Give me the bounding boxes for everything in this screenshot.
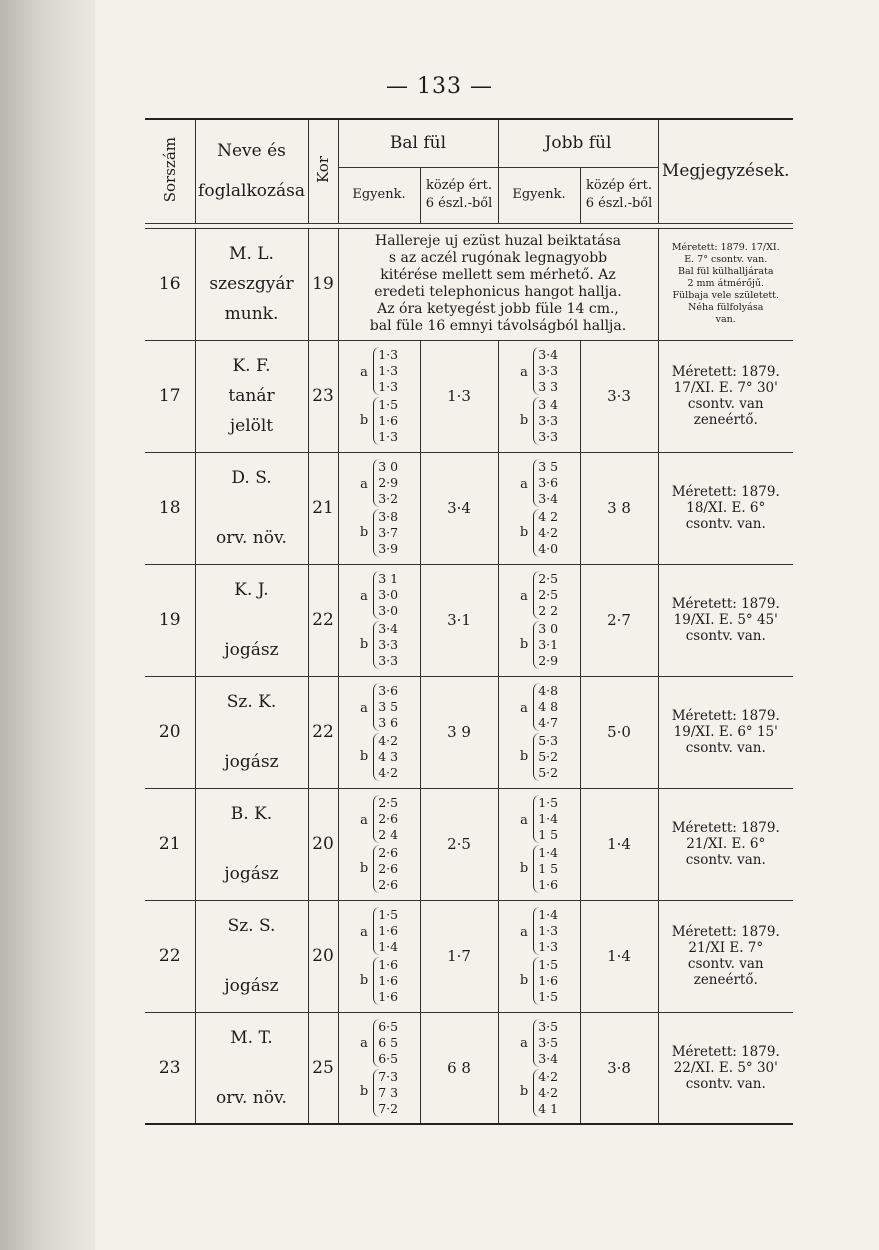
reading-value: 4·0	[538, 541, 559, 556]
left-ear-readings	[338, 1012, 420, 1124]
reading-value: 3·1	[538, 637, 559, 652]
brace-b	[533, 1069, 558, 1117]
reading-value: 4·2	[538, 525, 559, 540]
reading-value: 3·6	[378, 683, 399, 698]
reading-value: 3·9	[378, 541, 399, 556]
left-ear-average: 1·3	[420, 340, 498, 452]
label-b: b	[519, 524, 529, 540]
brace-a	[373, 683, 398, 731]
header-egyenk-right: Egyenk.	[498, 167, 580, 223]
remark-line: 21/XI E. 7°	[688, 940, 764, 956]
label-a: a	[360, 924, 368, 940]
person-occupation-1	[196, 941, 308, 971]
reading-value: 1·3	[538, 923, 559, 938]
remark-line: Méretett: 1879.	[671, 708, 780, 724]
reading-value: 1·6	[378, 989, 399, 1004]
age-cell: 23	[308, 340, 338, 452]
reading-value: 1·6	[378, 413, 399, 428]
age-cell: 22	[308, 676, 338, 788]
remark-line: 19/XI. E. 5° 45'	[673, 612, 778, 628]
header-megjegyzesek: Megjegyzések.	[658, 119, 793, 223]
table-row	[145, 452, 793, 564]
remark-line: Méretett: 1879.	[671, 364, 780, 380]
right-ear-readings	[498, 452, 580, 564]
label-a: a	[360, 700, 368, 716]
reading-value: 7·3	[378, 1068, 399, 1084]
remark-cell	[658, 340, 793, 452]
remark-cell	[658, 900, 793, 1012]
brace-a	[373, 1019, 398, 1067]
remark-line: csontv. van.	[685, 852, 766, 868]
person-occupation-2: jogász	[224, 640, 279, 660]
remark-line: Méretett: 1879.	[671, 1043, 780, 1060]
person-occupation-1	[196, 717, 308, 747]
label-a: a	[360, 364, 368, 380]
remark-line: csontv. van	[687, 956, 764, 972]
label-a: a	[520, 588, 528, 604]
person-cell: M. L. szeszgyár munk.	[195, 228, 308, 340]
person-cell	[195, 1012, 308, 1124]
reading-value: 3 1	[378, 571, 399, 586]
header-name-occupation: Neve és foglalkozása	[195, 119, 308, 223]
remark-line: csontv. van.	[685, 1075, 766, 1092]
person-occupation-2: orv. növ.	[216, 1087, 287, 1108]
reading-value: 3·3	[538, 363, 559, 378]
label-a: a	[360, 476, 368, 492]
remark-line: 17/XI. E. 7° 30'	[673, 380, 778, 396]
reading-value: 2 4	[378, 827, 399, 842]
label-b: b	[359, 748, 369, 764]
reading-value: 3·2	[378, 491, 399, 506]
reading-value: 7 3	[378, 1084, 399, 1100]
brace-b	[373, 733, 398, 781]
row-number: 21	[145, 788, 195, 900]
remark-cell: Méretett: 1879. 17/XI. E. 7° csontv. van. Bal fül külhalljárata 2 mm átmérőjű. Fülbaja vele született. Néha fülfolyása van.	[658, 228, 793, 340]
left-ear-average: 6 8	[420, 1012, 498, 1124]
label-b: b	[519, 972, 529, 988]
age-cell: 25	[308, 1012, 338, 1124]
remark-line: zeneértő.	[693, 412, 758, 428]
row-number: 16	[145, 228, 195, 340]
reading-value: 4 8	[538, 699, 559, 714]
brace-a	[533, 459, 558, 507]
reading-value: 6 5	[378, 1034, 399, 1050]
remark-line: csontv. van.	[685, 516, 766, 532]
reading-value: 3·6	[538, 475, 559, 490]
reading-value: 7·2	[378, 1100, 399, 1116]
left-ear-readings	[338, 788, 420, 900]
book-binding-shadow	[0, 0, 95, 1250]
remark-line: 18/XI. E. 6°	[686, 500, 766, 516]
remark-line: csontv. van.	[685, 628, 766, 644]
brace-a	[373, 459, 398, 507]
reading-value: 4·2	[378, 733, 399, 748]
age-cell: 21	[308, 452, 338, 564]
person-cell	[195, 788, 308, 900]
right-ear-average: 3·3	[580, 340, 658, 452]
brace-b	[373, 1069, 398, 1117]
brace-a	[533, 683, 558, 731]
table-row	[145, 900, 793, 1012]
left-ear-average: 3·1	[420, 564, 498, 676]
reading-value: 1·5	[538, 795, 559, 810]
remark-cell	[658, 788, 793, 900]
right-ear-readings	[498, 676, 580, 788]
brace-b	[373, 509, 398, 557]
reading-value: 2 2	[538, 603, 559, 618]
header-egyenk-left: Egyenk.	[338, 167, 420, 223]
label-a: a	[520, 1036, 528, 1052]
label-b: b	[519, 860, 529, 876]
row-number: 19	[145, 564, 195, 676]
remark-cell	[658, 676, 793, 788]
reading-value: 5·2	[538, 765, 559, 780]
person-occupation-1	[196, 829, 308, 859]
person-cell	[195, 676, 308, 788]
person-initials: M. T.	[230, 1027, 273, 1048]
reading-value: 2·6	[378, 845, 399, 860]
remark-line: Méretett: 1879.	[671, 484, 780, 500]
person-cell	[195, 340, 308, 452]
table-row	[145, 1012, 793, 1124]
row-number: 22	[145, 900, 195, 1012]
reading-value: 3·7	[378, 525, 399, 540]
reading-value: 1·5	[378, 397, 399, 412]
reading-value: 4·7	[538, 715, 559, 730]
reading-value: 3·4	[378, 621, 399, 636]
reading-value: 1·3	[378, 347, 399, 362]
person-occupation-2: jelölt	[229, 416, 274, 436]
reading-value: 1·4	[538, 811, 559, 826]
brace-b	[533, 621, 558, 669]
brace-a	[373, 795, 398, 843]
age-cell: 22	[308, 564, 338, 676]
person-occupation-1	[196, 605, 308, 635]
reading-value: 1·3	[378, 379, 399, 394]
label-b: b	[359, 972, 369, 988]
reading-value: 2·9	[378, 475, 399, 490]
remark-line: Méretett: 1879.	[671, 820, 780, 836]
brace-b	[533, 957, 558, 1005]
reading-value: 2·6	[378, 877, 399, 892]
age-cell: 19	[308, 228, 338, 340]
person-cell	[195, 900, 308, 1012]
header-jobb-ful: Jobb fül	[498, 119, 658, 167]
remark-cell	[658, 564, 793, 676]
label-b: b	[359, 636, 369, 652]
right-ear-readings	[498, 340, 580, 452]
header-kor: Kor	[308, 119, 338, 223]
reading-value: 2·6	[378, 861, 399, 876]
reading-value: 1·6	[538, 973, 559, 988]
label-b: b	[519, 1084, 529, 1100]
remark-line: csontv. van.	[685, 740, 766, 756]
reading-value: 4 1	[538, 1100, 559, 1116]
reading-value: 1·4	[538, 845, 559, 860]
left-ear-readings	[338, 564, 420, 676]
reading-value: 3·5	[538, 1034, 559, 1050]
right-ear-readings	[498, 788, 580, 900]
person-cell	[195, 564, 308, 676]
reading-value: 1·4	[538, 907, 559, 922]
left-ear-average: 3 9	[420, 676, 498, 788]
reading-value: 1·3	[378, 429, 399, 444]
brace-b	[373, 621, 398, 669]
row-number: 18	[145, 452, 195, 564]
label-a: a	[520, 812, 528, 828]
row-number: 17	[145, 340, 195, 452]
left-ear-average: 2·5	[420, 788, 498, 900]
reading-value: 3·4	[538, 491, 559, 506]
reading-value: 1·4	[378, 939, 399, 954]
right-ear-average: 3·8	[580, 1012, 658, 1124]
reading-value: 1·6	[378, 923, 399, 938]
right-ear-average: 1·4	[580, 788, 658, 900]
person-initials: K. F.	[232, 356, 271, 376]
label-a: a	[520, 700, 528, 716]
left-ear-readings	[338, 676, 420, 788]
reading-value: 1·6	[378, 957, 399, 972]
table-row	[145, 564, 793, 676]
brace-b	[373, 845, 398, 893]
reading-value: 2·6	[378, 811, 399, 826]
left-ear-readings	[338, 340, 420, 452]
brace-a	[373, 571, 398, 619]
reading-value: 1·6	[378, 973, 399, 988]
left-ear-average: 3·4	[420, 452, 498, 564]
reading-value: 3·5	[538, 1018, 559, 1034]
reading-value: 3 5	[538, 459, 559, 474]
label-b: b	[519, 748, 529, 764]
table-row	[145, 340, 793, 452]
table-row	[145, 676, 793, 788]
brace-a	[373, 347, 398, 395]
label-b: b	[359, 860, 369, 876]
reading-value: 3·8	[378, 509, 399, 524]
label-b: b	[359, 1084, 369, 1100]
row-number: 20	[145, 676, 195, 788]
brace-b	[533, 845, 558, 893]
remark-line: Méretett: 1879.	[671, 596, 780, 612]
reading-value: 5·2	[538, 749, 559, 764]
right-ear-average: 5·0	[580, 676, 658, 788]
reading-value: 1·5	[538, 989, 559, 1004]
remark-line: Méretett: 1879.	[671, 924, 780, 940]
reading-value: 3·4	[538, 347, 559, 362]
person-occupation-1: tanár	[228, 386, 275, 406]
reading-value: 3 4	[538, 397, 559, 412]
brace-a	[373, 907, 398, 955]
reading-value: 4·2	[378, 765, 399, 780]
person-initials: Sz. K.	[226, 692, 277, 712]
brace-a	[533, 347, 558, 395]
reading-value: 5·3	[538, 733, 559, 748]
label-a: a	[520, 364, 528, 380]
reading-value: 2·9	[538, 653, 559, 668]
person-cell	[195, 452, 308, 564]
person-occupation-2: jogász	[224, 752, 279, 772]
reading-value: 1·3	[378, 363, 399, 378]
brace-b	[373, 397, 398, 445]
reading-value: 3 6	[378, 715, 399, 730]
reading-value: 1 5	[538, 827, 559, 842]
label-b: b	[519, 636, 529, 652]
reading-value: 3·3	[378, 653, 399, 668]
label-a: a	[360, 588, 368, 604]
brace-a	[533, 907, 558, 955]
reading-value: 6·5	[378, 1050, 399, 1066]
hearing-test-table	[145, 118, 793, 1125]
remark-line: 22/XI. E. 5° 30'	[673, 1059, 778, 1076]
label-b: b	[359, 412, 369, 428]
reading-value: 3·0	[378, 587, 399, 602]
remark-line: csontv. van	[687, 396, 764, 412]
reading-value: 3·3	[538, 413, 559, 428]
reading-value: 4·2	[538, 1068, 559, 1084]
table-row	[145, 788, 793, 900]
header-sorszam: Sorszám	[145, 119, 195, 223]
person-initials: Sz. S.	[227, 916, 276, 936]
reading-value: 3 0	[378, 459, 399, 474]
remark-line: 19/XI. E. 6° 15'	[673, 724, 778, 740]
brace-b	[533, 397, 558, 445]
reading-value: 4·8	[538, 683, 559, 698]
right-ear-average: 2·7	[580, 564, 658, 676]
reading-value: 2·5	[378, 795, 399, 810]
label-a: a	[520, 476, 528, 492]
left-ear-readings	[338, 900, 420, 1012]
right-ear-average: 3 8	[580, 452, 658, 564]
label-a: a	[360, 1036, 368, 1052]
label-a: a	[520, 924, 528, 940]
person-occupation-1	[196, 1053, 308, 1083]
age-cell: 20	[308, 788, 338, 900]
reading-value: 3 0	[538, 621, 559, 636]
reading-value: 2·5	[538, 571, 559, 586]
left-ear-average: 1·7	[420, 900, 498, 1012]
reading-value: 1 5	[538, 861, 559, 876]
label-a: a	[360, 812, 368, 828]
header-kozep-right: közép ért. 6 észl.-ből	[580, 167, 658, 223]
reading-value: 1·5	[538, 957, 559, 972]
header-bal-ful: Bal fül	[338, 119, 498, 167]
right-ear-readings	[498, 1012, 580, 1124]
reading-value: 1·3	[538, 939, 559, 954]
right-ear-average: 1·4	[580, 900, 658, 1012]
remark-cell	[658, 1012, 793, 1124]
reading-value: 2·5	[538, 587, 559, 602]
remark-line: 21/XI. E. 6°	[686, 836, 766, 852]
reading-value: 3 3	[538, 379, 559, 394]
header-kozep-left: közép ért. 6 észl.-ből	[420, 167, 498, 223]
reading-value: 6·5	[378, 1018, 399, 1034]
reading-value: 1·5	[378, 907, 399, 922]
table-row	[145, 228, 793, 340]
brace-a	[533, 795, 558, 843]
reading-value: 3·3	[378, 637, 399, 652]
note-cell: Hallereje uj ezüst huzal beiktatása s az aczél rugónak legnagyobb kitérése mellett sem mérhető. Az eredeti telephonicus hangot hallja. Az óra ketyegést jobb füle 14 cm., bal füle 16 emnyi távolságból hallja.	[338, 228, 658, 340]
reading-value: 4 3	[378, 749, 399, 764]
reading-value: 4 2	[538, 509, 559, 524]
label-b: b	[359, 524, 369, 540]
person-initials: D. S.	[231, 468, 272, 488]
brace-b	[533, 509, 558, 557]
brace-b	[373, 957, 398, 1005]
person-initials: B. K.	[230, 804, 273, 824]
reading-value: 3·0	[378, 603, 399, 618]
left-ear-readings	[338, 452, 420, 564]
reading-value: 3·4	[538, 1050, 559, 1066]
right-ear-readings	[498, 900, 580, 1012]
person-occupation-1	[196, 493, 308, 523]
brace-a	[533, 1019, 558, 1067]
brace-b	[533, 733, 558, 781]
reading-value: 4·2	[538, 1084, 559, 1100]
person-occupation-2: jogász	[224, 976, 279, 996]
person-occupation-2: jogász	[224, 864, 279, 884]
remark-cell	[658, 452, 793, 564]
person-initials: K. J.	[234, 580, 269, 600]
remark-line: zeneértő.	[693, 972, 758, 988]
row-number: 23	[145, 1012, 195, 1124]
reading-value: 3 5	[378, 699, 399, 714]
age-cell: 20	[308, 900, 338, 1012]
person-occupation-2: orv. növ.	[216, 528, 287, 548]
reading-value: 3·3	[538, 429, 559, 444]
brace-a	[533, 571, 558, 619]
right-ear-readings	[498, 564, 580, 676]
label-b: b	[519, 412, 529, 428]
reading-value: 1·6	[538, 877, 559, 892]
page-number: — 133 —	[386, 74, 493, 99]
